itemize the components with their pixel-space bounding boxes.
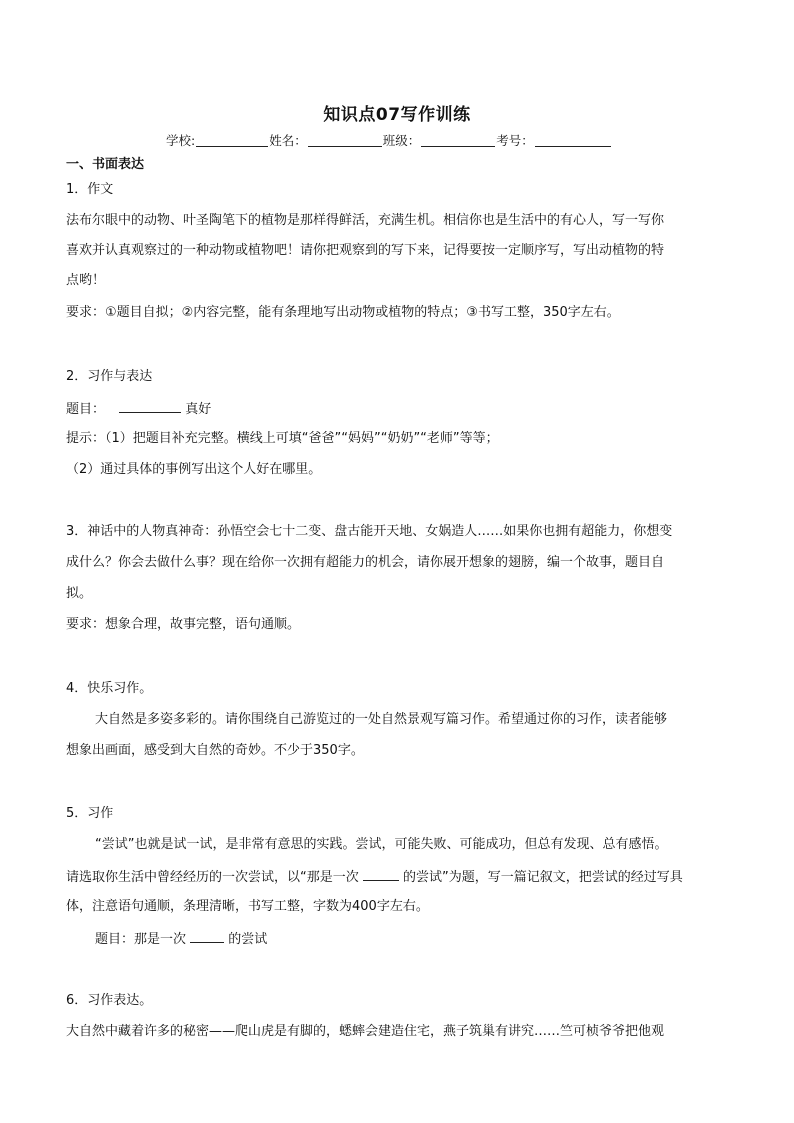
q5-text-line-3: 体，注意语句通顺，条理清晰，书写工整，字数为400字左右。 <box>66 899 429 914</box>
q4-text-line-1: 大自然是多姿多彩的。请你围绕自己游览过的一处自然景观写篇习作。希望通过你的习作，读者能够 <box>95 712 668 727</box>
q2-topic <box>66 400 211 418</box>
q5-topic-part-b: 的尝试 <box>228 932 268 947</box>
q1-label: 1．作文 <box>66 182 114 197</box>
q2-hint-2: （2）通过具体的事例写出这个人好在哪里。 <box>66 462 322 477</box>
section-heading: 一、书面表达 <box>66 157 145 172</box>
q5-text-line-2 <box>66 868 683 886</box>
q2-topic-suffix: 真好 <box>185 402 212 417</box>
q2-hint-1: 提示：（1）把题目补充完整。横线上可填“爸爸”“妈妈”“奶奶”“老师”等等； <box>66 431 499 446</box>
q5-topic <box>95 930 267 948</box>
exam-no-label: 考号： <box>496 133 534 148</box>
q5-topic-part-a: 题目：那是一次 <box>95 932 187 947</box>
q5-text-line-1: “尝试”也就是试一试，是非常有意思的实践。尝试，可能失败、可能成功，但总有发现、总有感悟。 <box>95 837 668 852</box>
q3-text-line-2: 成什么？你会去做什么事？现在给你一次拥有超能力的机会，请你展开想象的翅膀，编一个故事，题目自 <box>66 555 665 570</box>
page-title: 知识点07写作训练 <box>323 105 471 125</box>
q4-label: 4．快乐习作。 <box>66 681 153 696</box>
q5-topic-blank <box>190 930 224 943</box>
class-blank <box>421 134 495 147</box>
q5-line2-part-a: 请选取你生活中曾经经历的一次尝试，以“那是一次 <box>66 870 359 885</box>
q1-text-line-3: 点哟！ <box>66 273 106 288</box>
q4-text-line-2: 想象出画面，感受到大自然的奇妙。不少于350字。 <box>66 743 364 758</box>
student-info-line <box>166 131 636 149</box>
school-blank <box>196 134 268 147</box>
exam-no-blank <box>535 134 611 147</box>
q5-label: 5．习作 <box>66 806 114 821</box>
name-label: 姓名： <box>269 133 307 148</box>
q6-label: 6．习作表达。 <box>66 993 153 1008</box>
q6-text-line-1: 大自然中藏着许多的秘密——爬山虎是有脚的，蟋蟀会建造住宅，燕子筑巢有讲究……竺可桢爷爷把他观 <box>66 1024 665 1039</box>
q3-text-line-3: 拟。 <box>66 586 93 601</box>
name-blank <box>308 134 382 147</box>
q2-topic-prefix: 题目： <box>66 402 106 417</box>
q5-line2-blank <box>363 868 399 881</box>
q3-requirement: 要求：想象合理，故事完整，语句通顺。 <box>66 617 301 632</box>
q5-line2-part-b: 的尝试”为题，写一篇记叙文，把尝试的经过写具 <box>403 870 683 885</box>
q3-text-line-1: 3．神话中的人物真神奇：孙悟空会七十二变、盘古能开天地、女娲造人……如果你也拥有超能力，你想变 <box>66 524 673 539</box>
q1-requirement: 要求：①题目自拟；②内容完整，能有条理地写出动物或植物的特点；③书写工整，350字左右。 <box>66 305 620 320</box>
class-label: 班级： <box>382 133 421 148</box>
q1-text-line-2: 喜欢并认真观察过的一种动物或植物吧！请你把观察到的写下来，记得要按一定顺序写，写出动植物的特 <box>66 243 665 258</box>
q1-text-line-1: 法布尔眼中的动物、叶圣陶笔下的植物是那样得鲜活，充满生机。相信你也是生活中的有心人，写一写你 <box>66 213 665 228</box>
q2-label: 2．习作与表达 <box>66 369 153 384</box>
school-label: 学校: <box>166 133 196 148</box>
q2-topic-blank <box>119 400 181 413</box>
